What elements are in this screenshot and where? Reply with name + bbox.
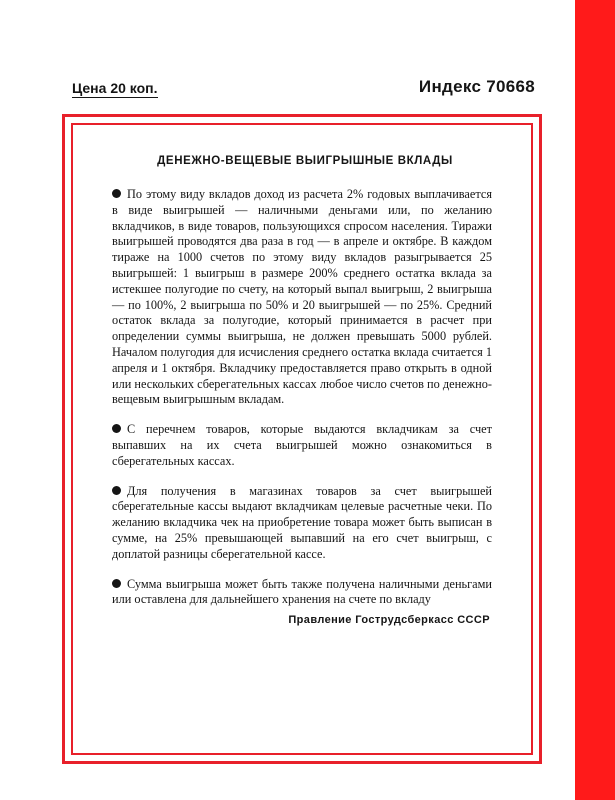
paragraph bbox=[112, 577, 492, 609]
bullet-icon bbox=[112, 579, 121, 588]
paragraph-text: Сумма выигрыша может быть также получена наличными деньгами или оставлена для дальнейшего хранения на счете по вкладу bbox=[112, 576, 492, 607]
paragraph-text: По этому виду вкладов доход из расчета 2% годовых выплачивается в виде выигрышей — наличными деньгами или, по желанию вкладчиков, в виде товаров, пользующихся спросом населения. Тиражи выигрышей проводятся два раза в год — в апреле и октябре. В каждом тираже на 1000 счетов по этому виду вкладов разыгрывается 25 выигрышей: 1 выигрыш в размере 200% среднего остатка вклада за истекшее полугодие по счету, на который выпал выигрыш, 2 выигрыша — по 100%, 2 выигрыша по 50% и 20 выигрышей — по 25%. Средний остаток вклада за полугодие, который принимается в расчет при определении суммы выигрыша, не должен превышать 5000 рублей. Началом полугодия для исчисления среднего остатка вклада считается 1 апреля и 1 октября. Вкладчику предоставляется право открыть в одной или нескольких сберегательных кассах любое число счетов по денежно-вещевым выигрышным вкладам. bbox=[112, 187, 492, 407]
paragraph bbox=[112, 422, 492, 469]
paragraph bbox=[112, 484, 492, 563]
bullet-icon bbox=[112, 486, 121, 495]
signature: Правление Гострудсберкасс СССР bbox=[288, 614, 490, 627]
paragraph-text: С перечнем товаров, которые выдаются вкладчикам за счет выпавших на их счета выигрышей можно ознакомиться в сберегательных кассах. bbox=[112, 422, 492, 468]
document-title: ДЕНЕЖНО-ВЕЩЕВЫЕ ВЫИГРЫШНЫЕ ВКЛАДЫ bbox=[157, 155, 453, 167]
paragraph-text: Для получения в магазинах товаров за счет выигрышей сберегательные кассы выдают вкладчикам целевые расчетные чеки. По желанию вкладчика чек на приобретение товара может быть выписан в сумме, на 25% превышающей выпавший на его счет выигрыш, с доплатой разницы сберегательной кассе. bbox=[112, 483, 492, 561]
index-label: Индекс 70668 bbox=[418, 77, 535, 96]
bullet-icon bbox=[112, 424, 121, 433]
red-edge-stripe bbox=[575, 0, 615, 800]
paragraph bbox=[112, 187, 492, 408]
bullet-icon bbox=[112, 189, 121, 198]
document-body bbox=[112, 155, 492, 626]
price-label: Цена 20 коп. bbox=[72, 80, 158, 96]
